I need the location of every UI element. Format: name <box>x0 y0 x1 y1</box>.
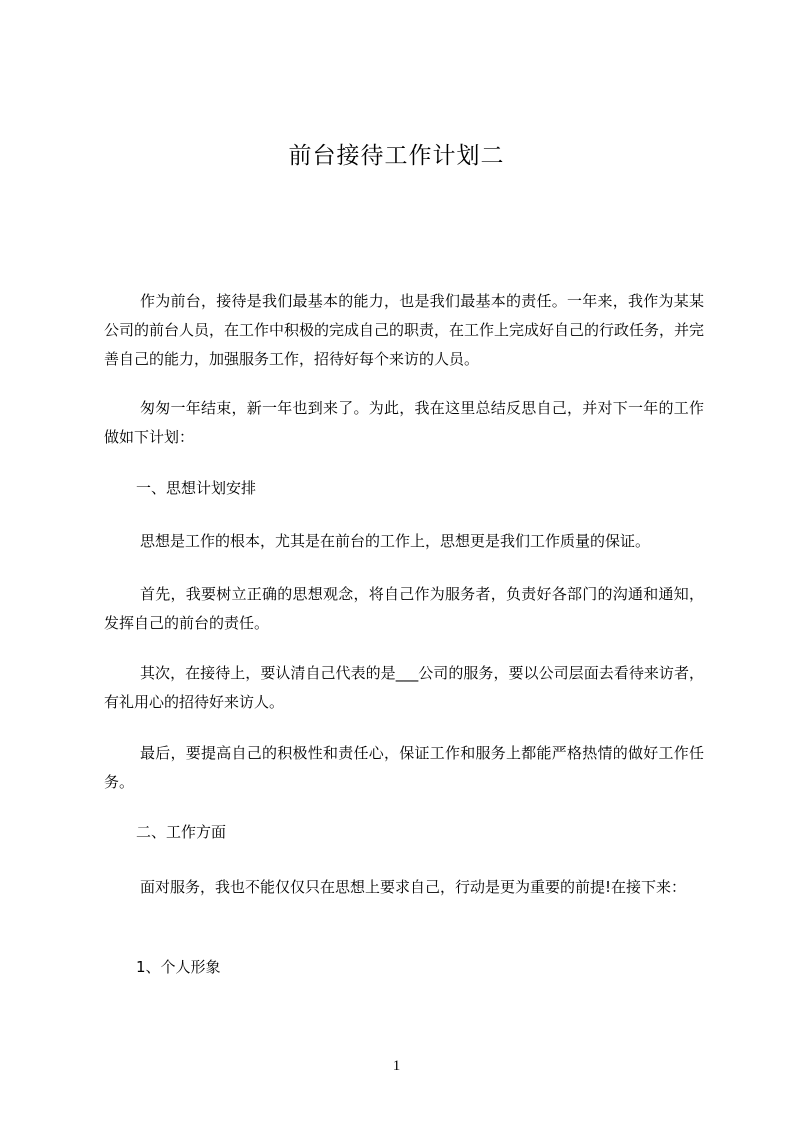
section-heading-work: 二、工作方面 <box>136 823 227 841</box>
paragraph-summary: 匆匆一年结束，新一年也到来了。为此，我在这里总结反思自己，并对下一年的工作做如下计划： <box>104 399 704 446</box>
paragraph-service: 面对服务，我也不能仅仅只在思想上要求自己，行动是更为重要的前提!在接下来： <box>140 878 687 896</box>
paragraph-first: 首先，我要树立正确的思想观念，将自己作为服务者，负责好各部门的沟通和通知，发挥自己的前台的责任。 <box>104 585 704 632</box>
section-heading-thought: 一、思想计划安排 <box>136 479 257 497</box>
paragraph-intro: 作为前台，接待是我们最基本的能力，也是我们最基本的责任。一年来，我作为某某公司的前台人员，在工作中积极的完成自己的职责，在工作上完成好自己的行政任务，并完善自己的能力，加强服务工作，招待好每个来访的人员。 <box>104 292 705 368</box>
page-number: 1 <box>392 1058 401 1074</box>
document-title: 前台接待工作计划二 <box>288 143 505 169</box>
paragraph-thought-foundation: 思想是工作的根本，尤其是在前台的工作上，思想更是我们工作质量的保证。 <box>140 532 651 550</box>
paragraph-last: 最后，要提高自己的积极性和责任心，保证工作和服务上都能严格热情的做好工作任务。 <box>104 744 704 791</box>
paragraph-second: 其次，在接待上，要认清自己代表的是___公司的服务，要以公司层面去看待来访者，有礼用心的招待好来访人。 <box>104 664 704 711</box>
subheading-personal-image: 1、个人形象 <box>136 958 221 976</box>
